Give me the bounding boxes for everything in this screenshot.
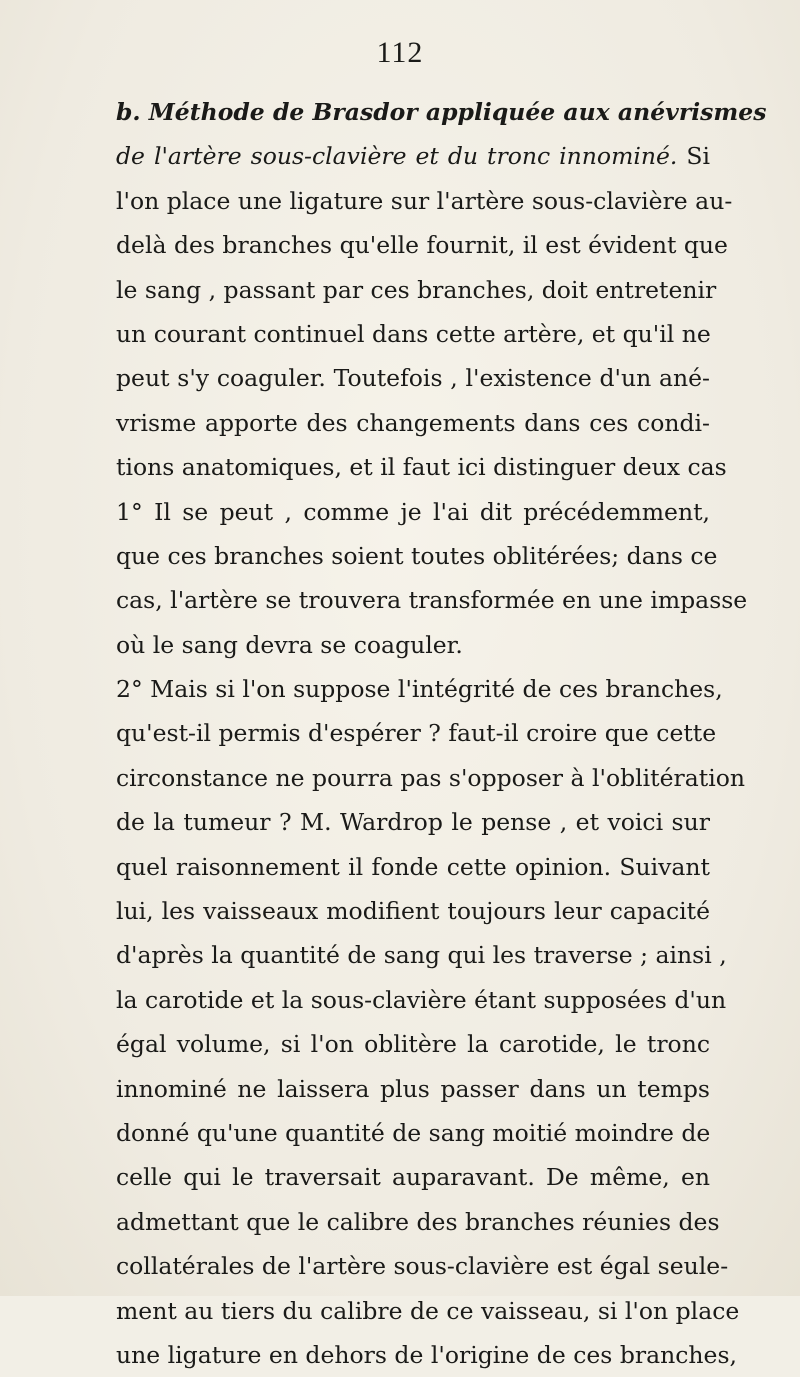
text-line — [116, 134, 710, 178]
text-run: tions anatomiques, et il faut ici distinguer deux cas — [116, 453, 727, 482]
text-line — [116, 1333, 737, 1377]
text-run: 1° Il se peut , comme je l'ai dit précédemment, — [116, 497, 710, 526]
text-run: celle qui le traversait auparavant. De même, en — [116, 1163, 710, 1192]
page-number: 112 — [376, 36, 424, 69]
text-line — [116, 490, 710, 534]
text-run: ment au tiers du calibre de ce vaisseau, si l'on place — [116, 1296, 740, 1325]
text-line — [116, 1022, 710, 1066]
text-line — [116, 978, 727, 1022]
text-line — [116, 312, 710, 356]
text-line — [116, 90, 767, 134]
text-run: admettant que le calibre des branches réunies des — [116, 1207, 720, 1236]
text-line — [116, 223, 728, 267]
text-line — [116, 623, 710, 667]
text-run: vrisme apporte des changements dans ces condi- — [116, 408, 710, 437]
text-run: collatérales de l'artère sous-clavière est égal seule- — [116, 1252, 729, 1281]
text-run: le sang , passant par ces branches, doit entretenir — [116, 275, 717, 304]
text-line — [116, 578, 748, 622]
text-line — [116, 845, 710, 889]
text-line — [116, 401, 710, 445]
text-run: l'on place une ligature sur l'artère sous-clavière au- — [116, 186, 733, 215]
text-line — [116, 756, 746, 800]
text-run: égal volume, si l'on oblitère la carotide, le tronc — [116, 1030, 710, 1059]
text-run: peut s'y coaguler. Toutefois , l'existence d'un ané- — [116, 364, 710, 393]
text-line — [116, 800, 710, 844]
text-run: Si — [677, 142, 710, 171]
text-line — [116, 1067, 710, 1111]
text-run-italic: de l'artère sous-clavière et du tronc innominé. — [116, 142, 678, 171]
text-line — [116, 179, 733, 223]
text-run-heading-italic: b. Méthode de Brasdor appliquée aux anévrismes — [116, 98, 767, 126]
text-run: qu'est-il permis d'espérer ? faut-il croire que cette — [116, 719, 717, 748]
text-line — [116, 1289, 740, 1333]
text-run: lui, les vaisseaux modifient toujours leur capacité — [116, 897, 710, 926]
text-line — [116, 711, 717, 755]
text-line — [116, 445, 727, 489]
text-run: 2° Mais si l'on suppose l'intégrité de ces branches, — [116, 675, 723, 704]
text-run: cas, l'artère se trouvera transformée en une impasse — [116, 586, 748, 615]
text-run: d'après la quantité de sang qui les traverse ; ainsi , — [116, 941, 727, 970]
text-run: que ces branches soient toutes oblitérées; dans ce — [116, 541, 718, 570]
text-line — [116, 268, 717, 312]
text-run: innominé ne laissera plus passer dans un temps — [116, 1074, 710, 1103]
text-line — [116, 356, 710, 400]
text-run: delà des branches qu'elle fournit, il est évident que — [116, 231, 728, 260]
text-line — [116, 1111, 710, 1155]
body-text — [116, 90, 767, 1377]
text-run: la carotide et la sous-clavière étant supposées d'un — [116, 985, 727, 1014]
text-run: un courant continuel dans cette artère, et qu'il ne — [116, 319, 711, 348]
text-run: une ligature en dehors de l'origine de ces branches, — [116, 1340, 737, 1369]
text-run: de la tumeur ? M. Wardrop le pense , et voici sur — [116, 808, 710, 837]
text-line — [116, 534, 718, 578]
text-run: où le sang devra se coaguler. — [116, 630, 463, 659]
text-line — [116, 1200, 720, 1244]
text-line — [116, 667, 723, 711]
text-line — [116, 1155, 710, 1199]
text-line — [116, 889, 710, 933]
text-line — [116, 1244, 729, 1288]
text-line — [116, 933, 727, 977]
text-run: donné qu'une quantité de sang moitié moindre de — [116, 1118, 711, 1147]
text-run: circonstance ne pourra pas s'opposer à l'oblitération — [116, 763, 746, 792]
text-run: quel raisonnement il fonde cette opinion. Suivant — [116, 852, 710, 881]
